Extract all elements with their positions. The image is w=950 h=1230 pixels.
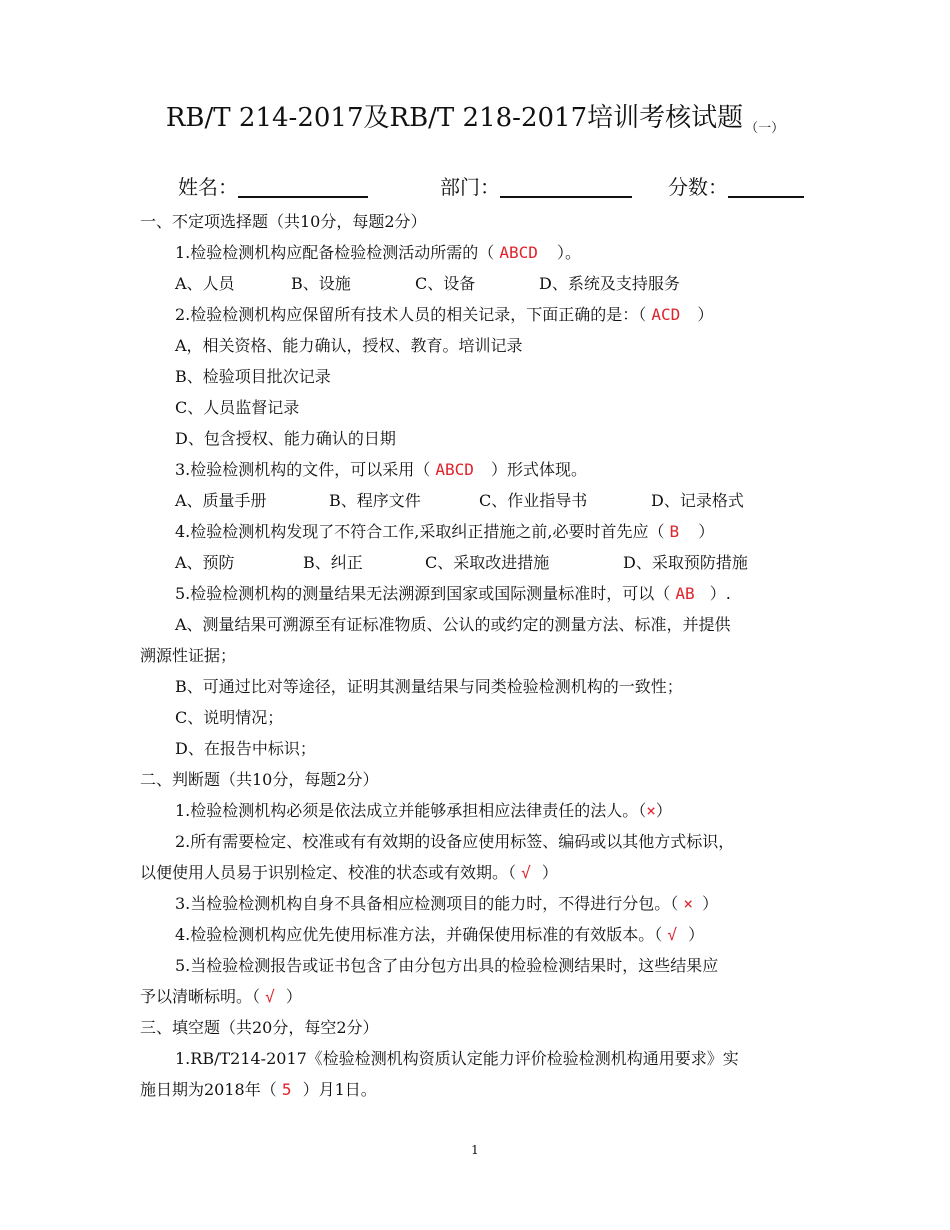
s1-q3-answer: ABCD <box>435 460 474 479</box>
s1-q4-text: 4.检验检测机构发现了不符合工作,采取纠正措施之前,必要时首先应（ <box>175 522 665 541</box>
s1-q3-close: ）形式体现。 <box>491 460 588 479</box>
s2-q1-close: ） <box>655 801 672 820</box>
option: B、程序文件 <box>329 491 421 510</box>
score-blank <box>728 172 804 198</box>
s2-q2-close: ） <box>541 863 558 882</box>
dept-field <box>440 172 632 202</box>
s2-q3-close: ） <box>702 894 719 913</box>
s2-q4-close: ） <box>688 925 705 944</box>
s2-q1-text: 1.检验检测机构必须是依法成立并能够承担相应法律责任的法人。（ <box>175 801 647 820</box>
s1-q4 <box>175 521 714 543</box>
option: A、质量手册 <box>175 491 267 510</box>
s1-q1 <box>175 242 581 264</box>
name-field <box>178 172 368 202</box>
s1-q3-text: 3.检验检测机构的文件，可以采用（ <box>175 460 431 479</box>
section3-header: 三、填空题（共20分，每空2分） <box>140 1018 379 1037</box>
s3-q1-text: 施日期为2018年（ <box>140 1080 277 1099</box>
s1-q2-close: ） <box>697 305 714 324</box>
s1-q2-option-c: C、人员监督记录 <box>175 398 300 417</box>
option: D、记录格式 <box>651 491 744 510</box>
s2-q5-answer: √ <box>265 987 275 1006</box>
s2-q2-text: 以便使用人员易于识别检定、校准的状态或有效期。（ <box>140 863 517 882</box>
s1-q3 <box>175 459 587 481</box>
s1-q1-answer: ABCD <box>499 243 538 262</box>
s1-q2-answer: ACD <box>651 305 681 324</box>
document-title <box>0 100 950 147</box>
s2-q5-text: 予以清晰标明。（ <box>140 987 261 1006</box>
section1-header: 一、不定项选择题（共10分，每题2分） <box>140 212 427 231</box>
s1-q5-text: 5.检验检测机构的测量结果无法溯源到国家或国际测量标准时，可以（ <box>175 584 671 603</box>
title-sub: （一） <box>745 121 785 136</box>
s1-q4-answer: B <box>669 522 680 541</box>
s2-q5-line2 <box>140 986 302 1008</box>
score-field <box>668 172 804 202</box>
option: B、设施 <box>291 274 351 293</box>
s1-q3-options <box>175 490 744 512</box>
s1-q4-options <box>175 552 748 574</box>
dept-blank <box>500 172 632 198</box>
s1-q5-option-b: B、可通过比对等途径，证明其测量结果与同类检验检测机构的一致性； <box>175 677 683 696</box>
s3-q1-line1: 1.RB/T214-2017《检验检测机构资质认定能力评价检验检测机构通用要求》实 <box>175 1049 739 1068</box>
s2-q3 <box>175 893 718 915</box>
s1-q5-close: ）. <box>709 584 731 603</box>
option: A、预防 <box>175 553 235 572</box>
s1-q2-option-d: D、包含授权、能力确认的日期 <box>175 429 396 448</box>
s2-q3-text: 3.当检验检测机构自身不具备相应检测项目的能力时，不得进行分包。（ <box>175 894 679 913</box>
option: C、作业指导书 <box>479 491 588 510</box>
s1-q5-option-c: C、说明情况； <box>175 708 284 727</box>
option: D、采取预防措施 <box>623 553 748 572</box>
s1-q5-option-a-line2: 溯源性证据； <box>140 646 237 665</box>
s2-q5-line1: 5.当检验检测报告或证书包含了由分包方出具的检验检测结果时，这些结果应 <box>175 956 719 975</box>
s3-q1-line2 <box>140 1079 377 1101</box>
s2-q2-line2 <box>140 862 558 884</box>
name-label: 姓名： <box>178 175 238 199</box>
option: B、纠正 <box>303 553 363 572</box>
s1-q1-options <box>175 273 680 295</box>
s3-q1-close: ）月1日。 <box>302 1080 377 1099</box>
name-blank <box>238 172 368 198</box>
option: C、采取改进措施 <box>425 553 550 572</box>
s2-q1-answer: × <box>646 801 656 820</box>
s2-q4 <box>175 924 704 946</box>
section2-header: 二、判断题（共10分，每题2分） <box>140 770 379 789</box>
title-main: RB/T 214-2017及RB/T 218-2017培训考核试题 <box>165 103 744 133</box>
option: A、人员 <box>175 274 235 293</box>
s1-q2-text: 2.检验检测机构应保留所有技术人员的相关记录，下面正确的是：（ <box>175 305 647 324</box>
s1-q2-option-b: B、检验项目批次记录 <box>175 367 331 386</box>
s1-q5 <box>175 583 731 605</box>
option: D、系统及支持服务 <box>539 274 680 293</box>
score-label: 分数： <box>668 175 728 199</box>
s2-q1 <box>175 800 672 822</box>
s1-q2 <box>175 304 713 326</box>
s1-q5-answer: AB <box>675 584 695 603</box>
s1-q5-option-a-line1: A、测量结果可溯源至有证标准物质、公认的或约定的测量方法、标准，并提供 <box>175 615 731 634</box>
s1-q5-option-d: D、在报告中标识； <box>175 739 316 758</box>
s2-q5-close: ） <box>285 987 302 1006</box>
page-number: 1 <box>471 1143 479 1157</box>
s1-q2-option-a: A，相关资格、能力确认，授权、教育。培训记录 <box>175 336 523 355</box>
option: C、设备 <box>415 274 476 293</box>
dept-label: 部门： <box>440 175 500 199</box>
s2-q4-text: 4.检验检测机构应优先使用标准方法，并确保使用标准的有效版本。（ <box>175 925 663 944</box>
s2-q3-answer: × <box>683 894 694 913</box>
s2-q2-line1: 2.所有需要检定、校准或有有效期的设备应使用标签、编码或以其他方式标识， <box>175 832 735 851</box>
s2-q4-answer: √ <box>667 925 678 944</box>
s1-q1-text: 1.检验检测机构应配备检验检测活动所需的（ <box>175 243 495 262</box>
s2-q2-answer: √ <box>521 863 531 882</box>
s1-q4-close: ） <box>698 522 715 541</box>
s1-q1-close: ）。 <box>557 243 582 262</box>
s3-q1-answer: 5 <box>281 1080 292 1099</box>
